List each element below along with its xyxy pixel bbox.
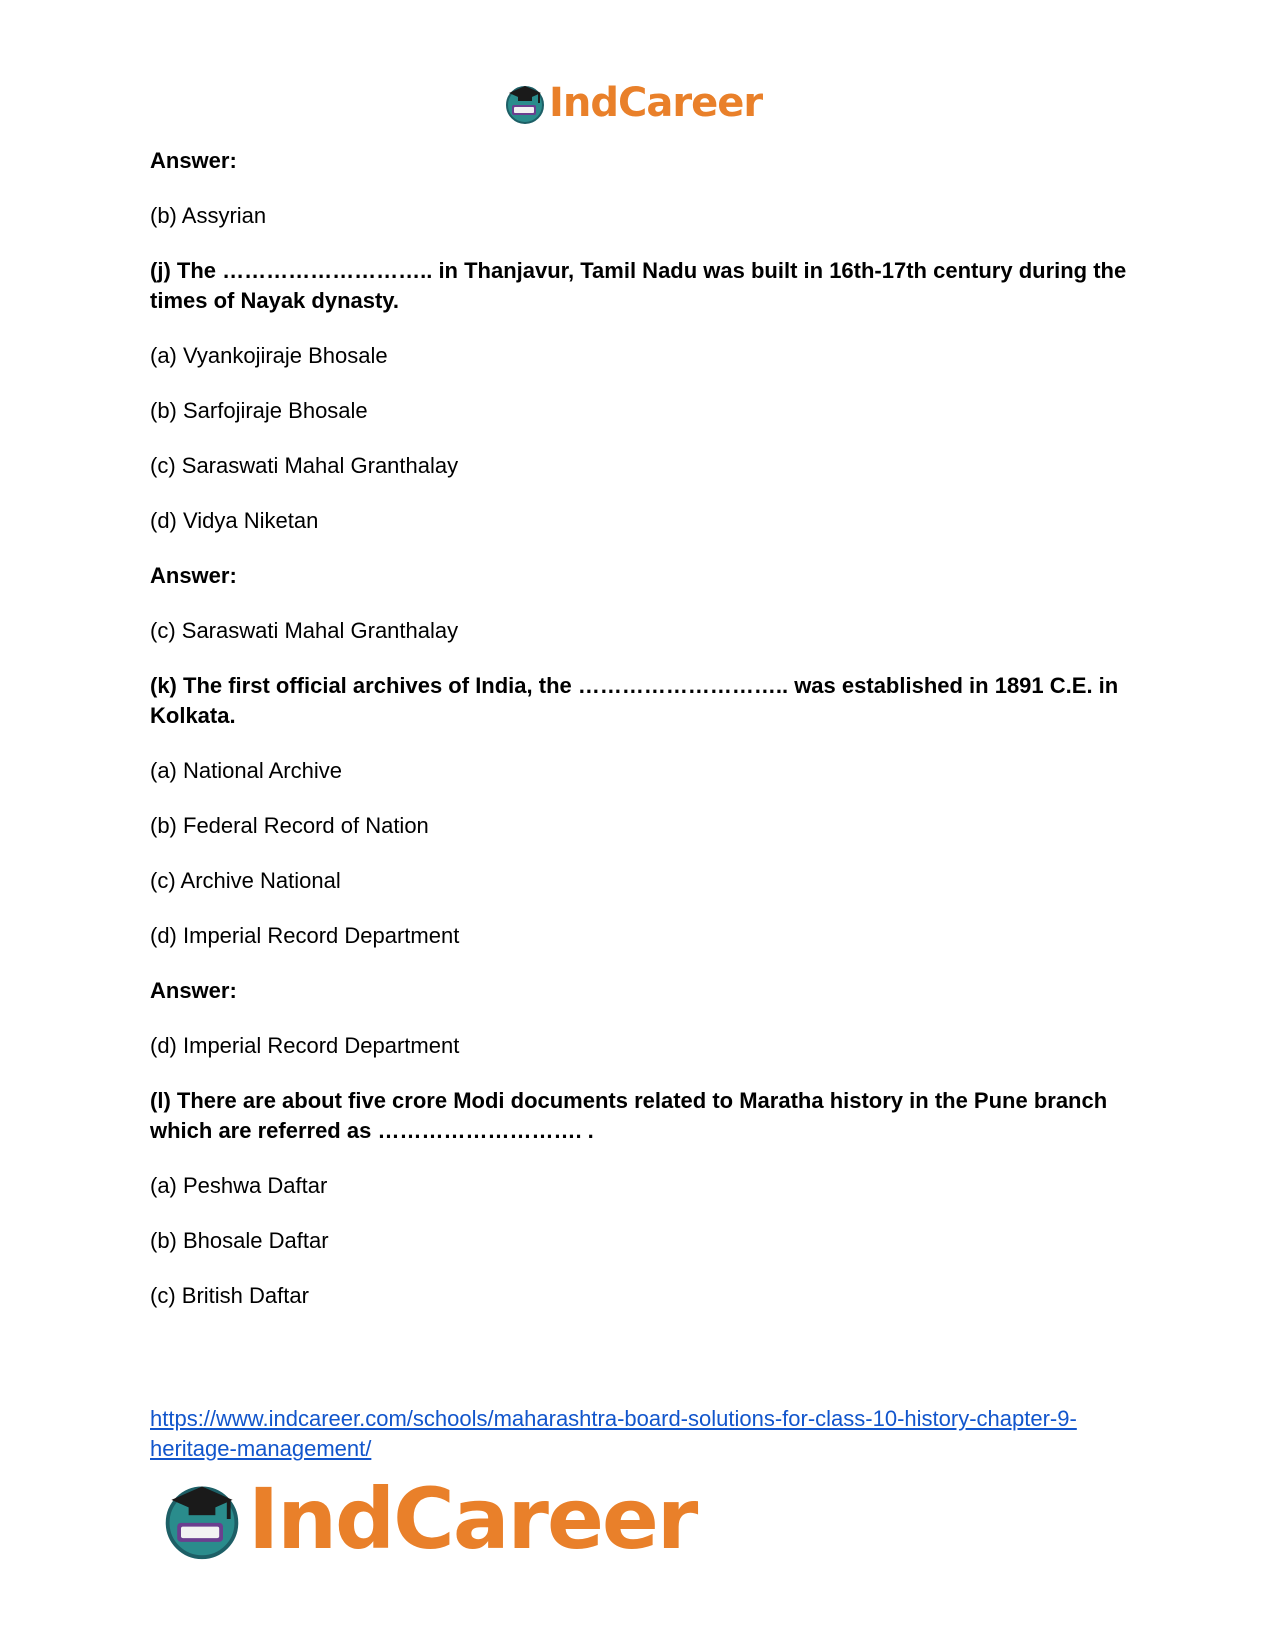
option-text: (b) Sarfojiraje Bhosale [150,398,368,423]
footer-logo [160,1470,697,1568]
option-text: (d) Imperial Record Department [150,923,460,948]
answer-label: Answer: [150,563,237,588]
option-text: (b) Assyrian [150,203,267,228]
document-body [150,146,1130,1336]
answer-label: Answer: [150,148,237,173]
option-text: (b) Bhosale Daftar [150,1228,329,1253]
logo-wordmark: IndCareer [549,80,763,126]
logo-wordmark: IndCareer [248,1470,697,1568]
option-text: (a) National Archive [150,758,342,783]
option-text: (a) Vyankojiraje Bhosale [150,343,388,368]
question-text: (l) There are about five crore Modi documents related to Maratha history in the Pune branch which are referred as ………………………. . [150,1088,1108,1143]
option-text: (c) British Daftar [150,1283,309,1308]
graduation-globe-icon [503,81,547,125]
option-text: (a) Peshwa Daftar [150,1173,328,1198]
question-text: (j) The ……………………….. in Thanjavur, Tamil Nadu was built in 16th-17th century during the times of Nayak dynasty. [150,258,1127,313]
header-logo [503,80,762,126]
option-text: (b) Federal Record of Nation [150,813,429,838]
option-text: (d) Vidya Niketan [150,508,319,533]
answer-label: Answer: [150,978,237,1003]
option-text: (c) Saraswati Mahal Granthalay [150,618,459,643]
option-text: (d) Imperial Record Department [150,1033,460,1058]
question-text: (k) The first official archives of India, the ……………………….. was established in 1891 C.E. in Kolkata. [150,673,1119,728]
option-text: (c) Saraswati Mahal Granthalay [150,453,459,478]
graduation-globe-icon [160,1477,244,1561]
option-text: (c) Archive National [150,868,341,893]
source-url-link[interactable]: https://www.indcareer.com/schools/maharashtra-board-solutions-for-class-10-history-chapter-9-heritage-management/ [150,1406,1077,1461]
